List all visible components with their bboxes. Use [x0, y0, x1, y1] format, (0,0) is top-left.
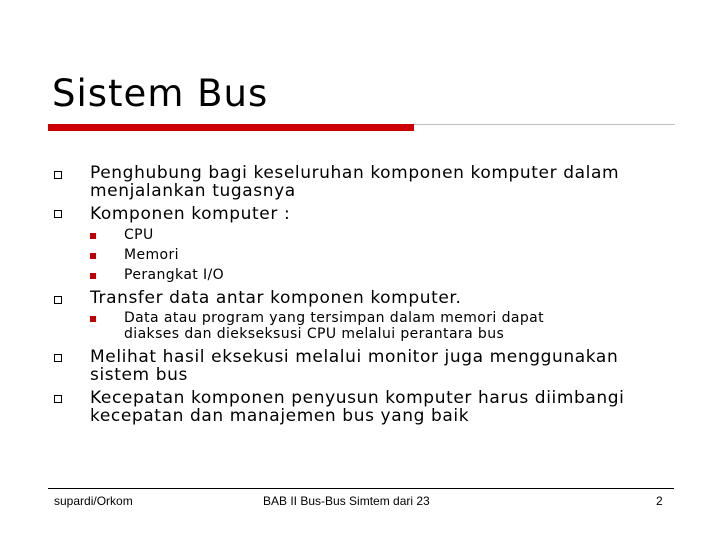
hollow-square-bullet-icon: [54, 171, 62, 179]
title-underline-rule: [414, 124, 675, 125]
footer-divider: [48, 488, 674, 489]
hollow-square-bullet-icon: [54, 354, 62, 362]
point-4-line-2: sistem bus: [90, 365, 188, 385]
hollow-square-bullet-icon: [54, 210, 62, 218]
point-4-line-1: Melihat hasil eksekusi melalui monitor juga menggunakan: [90, 347, 619, 367]
title-underline-accent: [48, 124, 414, 131]
footer-chapter: BAB II Bus-Bus Simtem dari 23: [263, 494, 430, 508]
hollow-square-bullet-icon: [54, 395, 62, 403]
filled-square-bullet-icon: [90, 316, 96, 322]
subpoint-perangkat-io: Perangkat I/O: [124, 267, 225, 283]
subpoint-transfer-line-2: diakses dan diekseksusi CPU melalui perantara bus: [124, 326, 505, 342]
point-2-line-1: Komponen komputer :: [90, 204, 291, 224]
footer-author: supardi/Orkom: [54, 494, 133, 508]
filled-square-bullet-icon: [90, 233, 96, 239]
subpoint-transfer-line-1: Data atau program yang tersimpan dalam memori dapat: [124, 310, 544, 326]
hollow-square-bullet-icon: [54, 296, 62, 304]
point-1-line-1: Penghubung bagi keseluruhan komponen komputer dalam: [90, 163, 620, 183]
filled-square-bullet-icon: [90, 273, 96, 279]
point-5-line-2: kecepatan dan manajemen bus yang baik: [90, 406, 470, 426]
subpoint-cpu: CPU: [124, 227, 154, 243]
point-3-line-1: Transfer data antar komponen komputer.: [90, 288, 462, 308]
filled-square-bullet-icon: [90, 253, 96, 259]
slide-title: Sistem Bus: [52, 72, 269, 115]
footer-page-number: 2: [656, 494, 663, 508]
subpoint-memori: Memori: [124, 247, 179, 263]
point-1-line-2: menjalankan tugasnya: [90, 181, 296, 201]
point-5-line-1: Kecepatan komponen penyusun komputer harus diimbangi: [90, 388, 625, 408]
